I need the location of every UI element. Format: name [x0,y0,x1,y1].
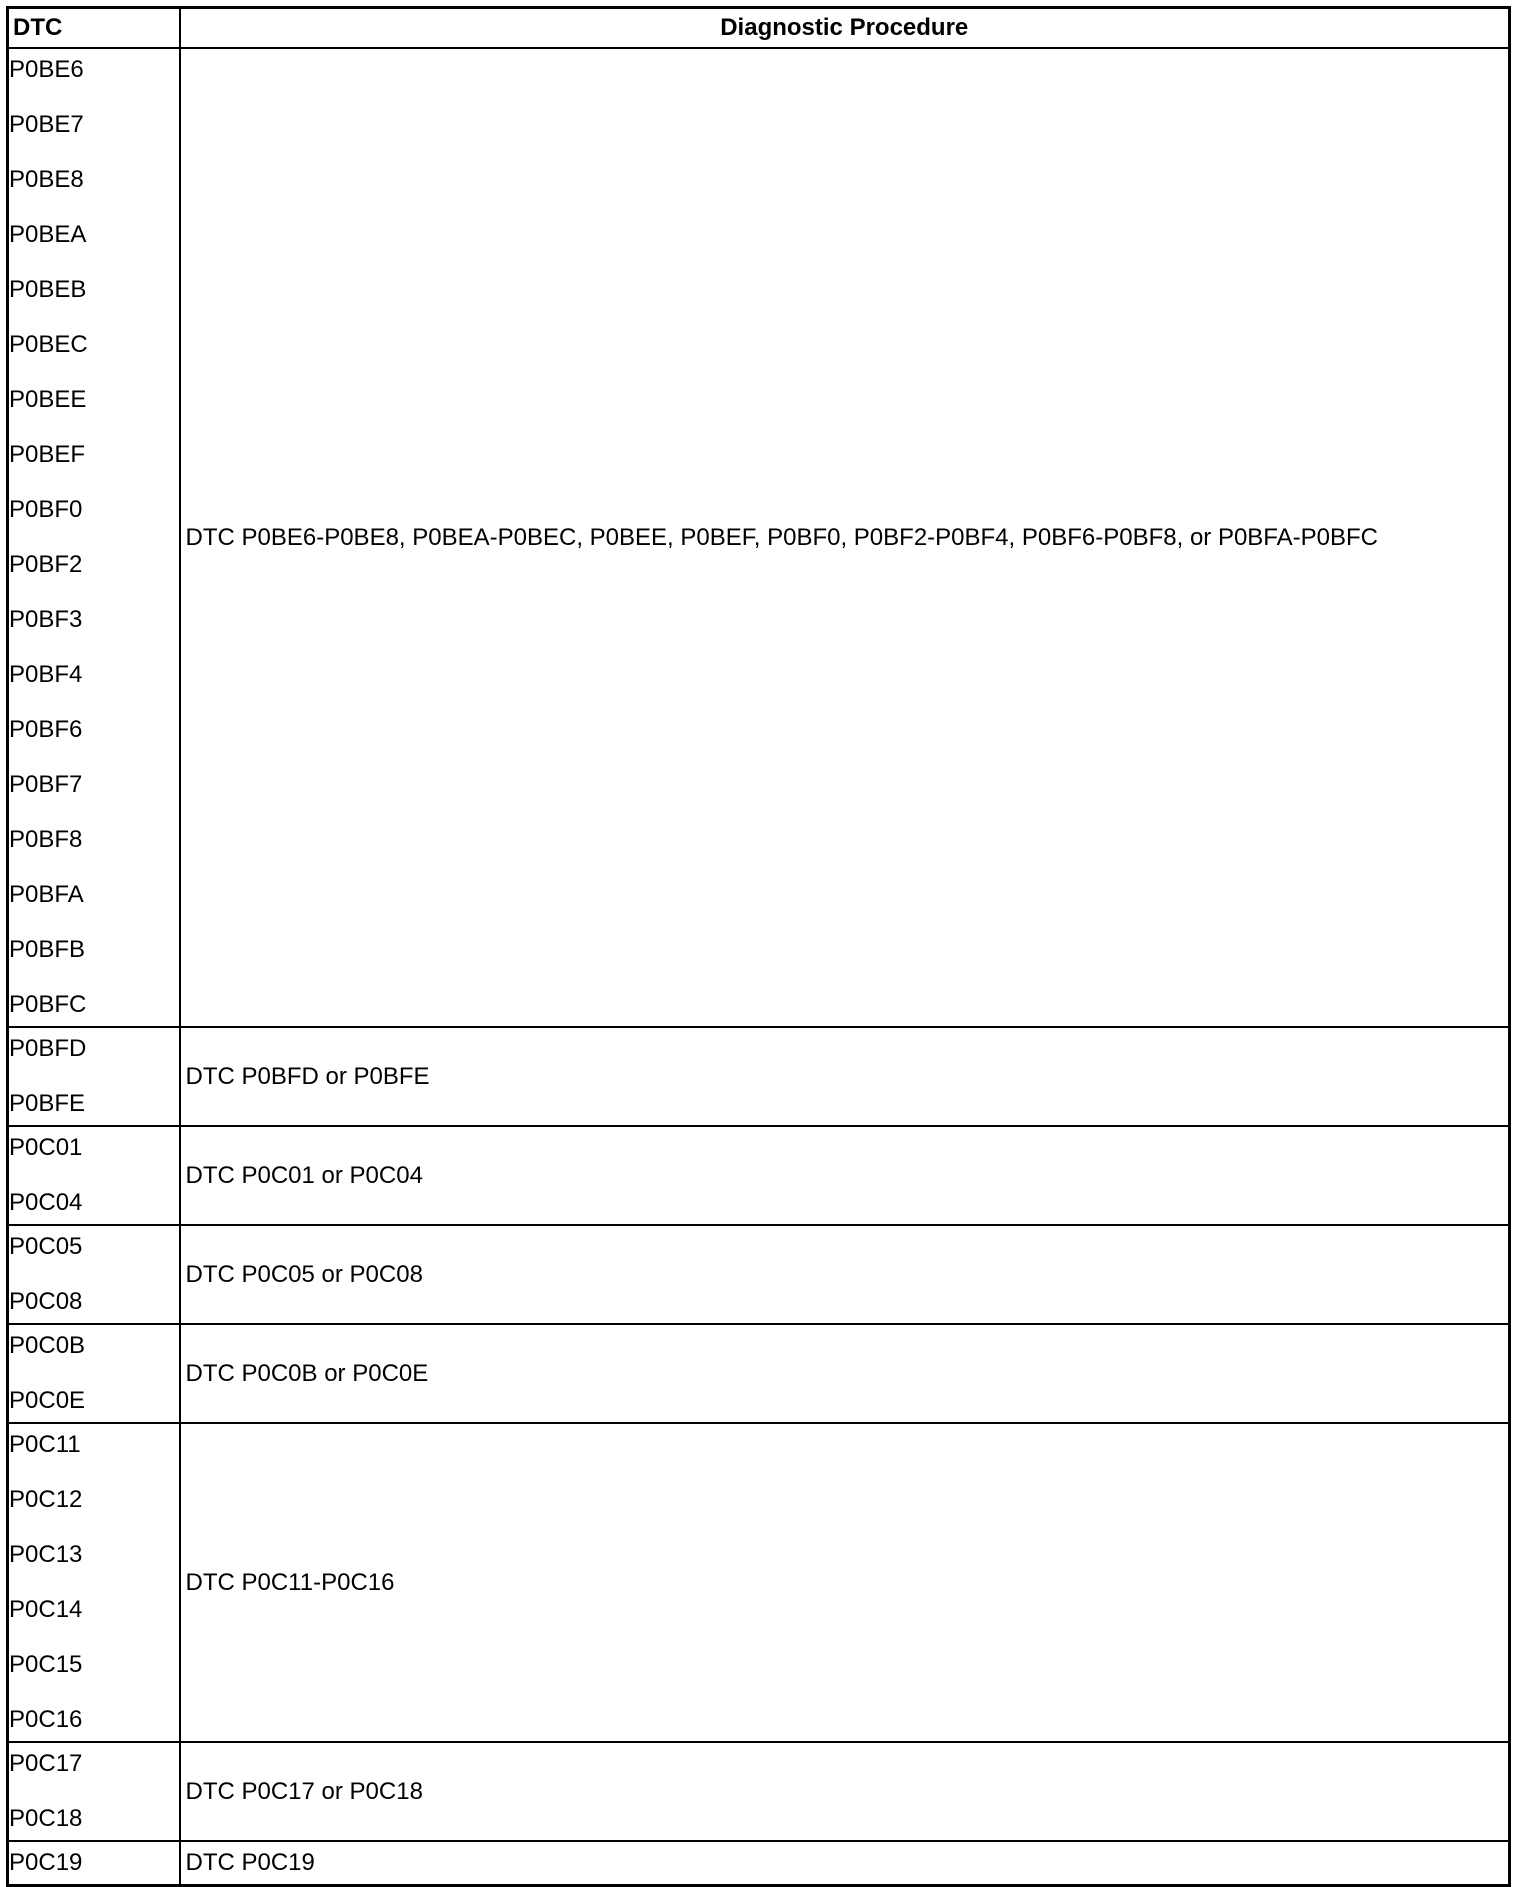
table-row [8,1841,1510,1886]
dtc-code: P0BEF [9,441,86,468]
table-row [8,48,1510,1027]
dtc-code: P0C0E [9,1387,86,1414]
table-row [8,1225,1510,1324]
dtc-code: P0C12 [9,1486,83,1513]
dtc-code: P0C08 [9,1288,83,1315]
dtc-code: P0C19 [9,1849,83,1876]
table-header-row [8,8,1510,49]
dtc-code: P0C15 [9,1651,83,1678]
table-row [8,1423,1510,1742]
dtc-codes-cell [8,1225,180,1324]
dtc-code: P0BFB [9,936,86,963]
dtc-code: P0BEC [9,331,88,358]
dtc-code: P0BF2 [9,551,83,578]
diagnostic-procedure-link[interactable]: DTC P0C19 [180,1841,1510,1886]
dtc-code: P0C0B [9,1332,86,1359]
dtc-codes-cell [8,1324,180,1423]
dtc-code: P0BE8 [9,166,84,193]
diagnostic-procedure-link[interactable]: DTC P0C01 or P0C04 [180,1126,1510,1225]
table-row [8,1126,1510,1225]
dtc-code: P0BEB [9,276,87,303]
dtc-code: P0BF6 [9,716,83,743]
dtc-code: P0BFC [9,991,87,1018]
diagnostic-procedure-link[interactable]: DTC P0C05 or P0C08 [180,1225,1510,1324]
dtc-code: P0BF3 [9,606,83,633]
dtc-code: P0BF0 [9,496,83,523]
dtc-code: P0C11 [9,1431,81,1458]
dtc-code: P0BFD [9,1035,87,1062]
dtc-codes-cell [8,1742,180,1841]
dtc-code: P0C14 [9,1596,83,1623]
dtc-column-header: DTC [8,8,180,49]
dtc-code: P0BE6 [9,56,84,83]
dtc-code: P0C18 [9,1805,83,1832]
dtc-code: P0BF8 [9,826,83,853]
diagnostic-procedure-link[interactable]: DTC P0C17 or P0C18 [180,1742,1510,1841]
dtc-code: P0BF4 [9,661,83,688]
dtc-codes-cell [8,48,180,1027]
dtc-code: P0BE7 [9,111,84,138]
diagnostic-procedure-link[interactable]: DTC P0C11-P0C16 [180,1423,1510,1742]
dtc-code: P0C05 [9,1233,83,1260]
dtc-code: P0BFA [9,881,84,908]
dtc-code: P0C01 [9,1134,83,1161]
dtc-code: P0C16 [9,1706,83,1733]
table-row [8,1742,1510,1841]
dtc-code: P0C17 [9,1750,83,1777]
table-row [8,1027,1510,1126]
diagnostic-procedure-link[interactable]: DTC P0BE6-P0BE8, P0BEA-P0BEC, P0BEE, P0BEF, P0BF0, P0BF2-P0BF4, P0BF6-P0BF8, or P0BFA-P0BFC [180,48,1510,1027]
diagnostic-procedure-link[interactable]: DTC P0BFD or P0BFE [180,1027,1510,1126]
table-body [8,48,1510,1886]
dtc-codes-cell [8,1027,180,1126]
dtc-code: P0C13 [9,1541,83,1568]
diagnostic-procedure-link[interactable]: DTC P0C0B or P0C0E [180,1324,1510,1423]
dtc-code: P0BFE [9,1090,86,1117]
table-row [8,1324,1510,1423]
procedure-column-header: Diagnostic Procedure [180,8,1510,49]
dtc-code: P0BEA [9,221,87,248]
dtc-code: P0BF7 [9,771,83,798]
dtc-codes-cell [8,1841,180,1886]
dtc-codes-cell [8,1126,180,1225]
dtc-procedure-table [6,6,1511,1887]
dtc-code: P0C04 [9,1189,83,1216]
dtc-codes-cell [8,1423,180,1742]
dtc-code: P0BEE [9,386,87,413]
